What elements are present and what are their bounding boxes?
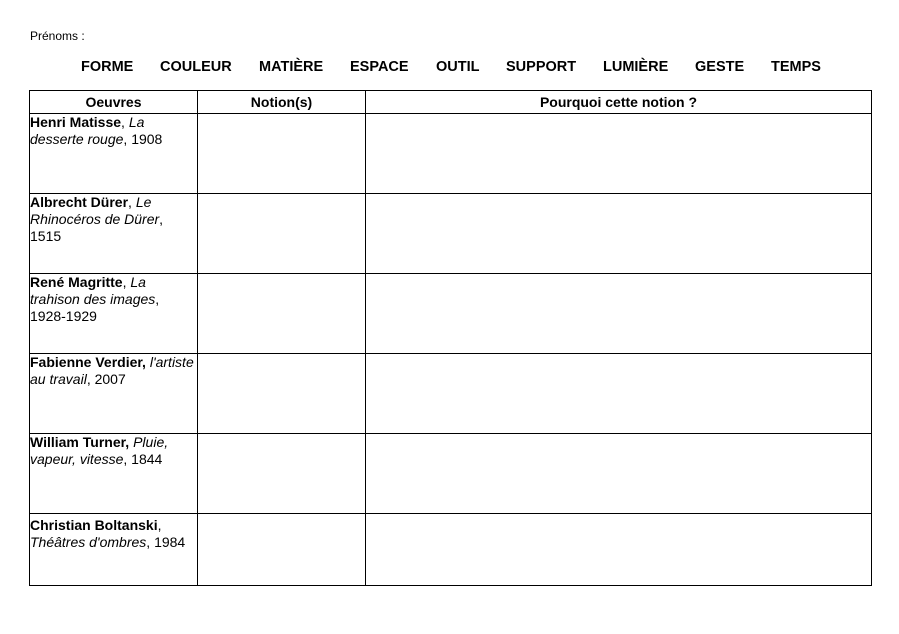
work-title: l'artiste au travail	[30, 354, 194, 387]
work-separator: ,	[128, 194, 136, 210]
table-row	[30, 514, 872, 586]
notion-espace: ESPACE	[350, 59, 409, 75]
work-artist: Christian Boltanski	[30, 517, 158, 533]
notion-temps: TEMPS	[771, 59, 821, 75]
work-date: 1908	[131, 131, 163, 147]
work-separator: ,	[86, 371, 95, 387]
why-answer-cell[interactable]	[366, 434, 872, 514]
notion-support: SUPPORT	[506, 59, 577, 75]
why-answer-cell[interactable]	[366, 194, 872, 274]
work-date: 1928-1929	[30, 308, 97, 324]
table-row	[30, 194, 872, 274]
why-answer-cell[interactable]	[366, 114, 872, 194]
notions-list	[0, 59, 899, 77]
notion-couleur: COULEUR	[160, 59, 232, 75]
work-separator: ,	[146, 534, 155, 550]
work-cell	[30, 194, 198, 274]
work-date: 1984	[154, 534, 186, 550]
work-artist: William Turner,	[30, 434, 130, 450]
header-notions: Notion(s)	[198, 91, 366, 114]
work-title: La desserte rouge	[30, 114, 145, 147]
work-date: 1844	[131, 451, 163, 467]
work-cell	[30, 434, 198, 514]
notion-geste: GESTE	[695, 59, 745, 75]
notion-forme: FORME	[81, 59, 134, 75]
notion-outil: OUTIL	[436, 59, 480, 75]
work-separator: ,	[121, 114, 129, 130]
work-separator: ,	[123, 451, 132, 467]
notions-answer-cell[interactable]	[198, 434, 366, 514]
work-separator: ,	[122, 274, 131, 290]
work-title: Pluie, vapeur, vitesse	[30, 434, 169, 467]
why-answer-cell[interactable]	[366, 354, 872, 434]
work-artist: Fabienne Verdier,	[30, 354, 146, 370]
work-separator: ,	[123, 131, 132, 147]
table-row	[30, 354, 872, 434]
prenoms-label: Prénoms :	[30, 29, 85, 43]
work-cell	[30, 114, 198, 194]
work-artist: Henri Matisse	[30, 114, 122, 130]
work-cell	[30, 274, 198, 354]
work-artist: René Magritte	[30, 274, 123, 290]
notion-matiere: MATIÈRE	[259, 59, 324, 75]
work-title: Théâtres d'ombres	[30, 534, 147, 550]
work-title: La trahison des images	[30, 274, 156, 307]
table-row	[30, 434, 872, 514]
header-oeuvres: Oeuvres	[30, 91, 198, 114]
work-date: 2007	[94, 371, 126, 387]
work-date: 1515	[30, 228, 62, 244]
notions-answer-cell[interactable]	[198, 274, 366, 354]
table-row	[30, 274, 872, 354]
notions-answer-cell[interactable]	[198, 354, 366, 434]
work-artist: Albrecht Dürer	[30, 194, 129, 210]
notions-answer-cell[interactable]	[198, 194, 366, 274]
notions-answer-cell[interactable]	[198, 514, 366, 586]
work-cell	[30, 354, 198, 434]
work-separator: ,	[155, 291, 160, 307]
table-header-row	[30, 91, 872, 114]
why-answer-cell[interactable]	[366, 514, 872, 586]
notions-answer-cell[interactable]	[198, 114, 366, 194]
notion-lumiere: LUMIÈRE	[603, 59, 669, 75]
works-table	[29, 90, 872, 586]
work-separator: ,	[159, 211, 164, 227]
work-cell	[30, 514, 198, 586]
why-answer-cell[interactable]	[366, 274, 872, 354]
work-title: Le Rhinocéros de Dürer	[30, 194, 160, 227]
table-row	[30, 114, 872, 194]
work-separator: ,	[157, 517, 162, 533]
header-pourquoi: Pourquoi cette notion ?	[366, 91, 872, 114]
